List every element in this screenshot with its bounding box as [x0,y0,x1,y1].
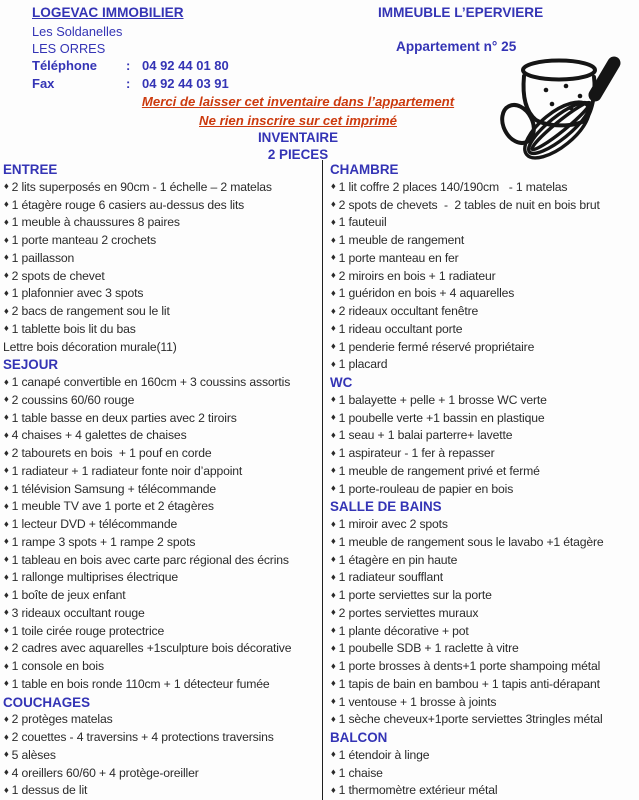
inventory-item [3,214,322,232]
inventory-item [330,268,639,286]
fax-colon: : [126,76,131,91]
item-text: 1 poubelle verte +1 bassin en plastique [338,410,545,425]
bullet-icon: ♦ [330,537,337,547]
item-text: 1 sèche cheveux+1porte serviettes 3tringles métal [338,712,603,727]
inventory-item [3,676,322,694]
phone-row [32,58,229,73]
bullet-icon: ♦ [330,235,337,245]
item-text: 1 tablette bois lit du bas [11,321,136,336]
item-text: 1 fauteuil [338,215,387,230]
inventory-item [330,534,639,552]
notice-line-1: Merci de laisser cet inventaire dans l’appartement [141,94,455,109]
inventory-item [330,640,639,658]
item-text: 1 porte-rouleau de papier en bois [338,481,514,496]
item-text: 1 boîte de jeux enfant [11,588,126,602]
item-text: 1 toile cirée rouge protectrice [11,623,165,638]
inventory-item [330,658,639,676]
item-text: 2 coussins 60/60 rouge [11,392,135,407]
bullet-icon: ♦ [330,661,337,671]
item-text: 1 plafonnier avec 3 spots [11,286,144,301]
bullet-icon: ♦ [3,537,10,547]
inventory-item [3,197,322,215]
inventory-item [330,427,639,445]
item-text: 2 lits superposés en 90cm - 1 échelle – 2 matelas [11,179,272,194]
item-text: 2 rideaux occultant fenêtre [338,304,479,318]
inventory-item [330,765,639,783]
inventory-item [330,303,639,321]
bullet-icon: ♦ [330,555,337,564]
bullet-icon: ♦ [3,466,10,476]
inventory-item [330,179,639,197]
bullet-icon: ♦ [330,519,337,529]
inventory-item [330,481,639,499]
phone-value: 04 92 44 01 80 [142,58,229,73]
bullet-icon: ♦ [3,768,10,777]
bullet-icon: ♦ [330,448,337,458]
apartment-number: Appartement n° 25 [396,39,517,54]
item-text: 1 dessus de lit [11,783,88,798]
inventory-item [3,339,322,357]
inventory-item [3,569,322,587]
bullet-icon: ♦ [3,714,10,724]
bullet-icon: ♦ [3,448,10,458]
item-text: 1 paillasson [11,250,75,265]
inventory-item [3,392,322,410]
bullet-icon: ♦ [330,413,337,422]
item-text: Lettre bois décoration murale(11) [3,339,177,354]
inventory-item [330,676,639,694]
inventory-item [3,711,322,729]
item-text: 1 télévision Samsung + télécommande [11,481,217,496]
section-heading: ENTREE [3,162,58,177]
item-text: 2 portes serviettes muraux [338,605,479,620]
item-text: 1 plante décorative + pot [338,623,469,638]
bullet-icon: ♦ [330,182,337,192]
inventory-title: INVENTAIRE [257,130,339,145]
bullet-icon: ♦ [3,413,10,422]
section-heading: BALCON [330,730,388,745]
inventory-item [330,605,639,623]
item-text: 1 meuble TV ave 1 porte et 2 étagères [11,499,214,514]
inventory-item [330,516,639,534]
bullet-icon: ♦ [3,395,10,405]
item-text: 2 spots de chevets - 2 tables de nuit en bois brut [338,197,600,212]
inventory-item [3,179,322,197]
item-text: 1 chaise [338,765,383,780]
bullet-icon: ♦ [330,271,337,280]
inventory-item [330,214,639,232]
inventory-item [330,445,639,463]
inventory-item [330,569,639,587]
bullet-icon: ♦ [3,288,10,298]
item-text: 1 table basse en deux parties avec 2 tiroirs [11,410,237,425]
item-text: 1 porte manteau en fer [338,250,459,265]
bullet-icon: ♦ [330,590,337,600]
inventory-item [3,268,322,286]
item-text: 2 bacs de rangement sou le lit [11,304,170,318]
item-text: 1 lecteur DVD + télécommande [11,517,178,531]
item-text: 1 guéridon en bois + 4 aquarelles [338,286,515,301]
address-line-2: LES ORRES [32,41,106,56]
phone-label: Téléphone [32,58,98,73]
inventory-item [3,516,322,534]
section-heading: SEJOUR [3,357,59,373]
bullet-icon: ♦ [3,306,10,316]
item-text: 1 radiateur + 1 radiateur fonte noir d’appoint [11,463,243,478]
bullet-icon: ♦ [330,200,337,209]
inventory-item [3,782,322,800]
inventory-item [3,658,322,676]
inventory-item [330,250,639,268]
bullet-icon: ♦ [330,572,337,582]
bullet-icon: ♦ [3,324,10,334]
item-text: 1 porte manteau 2 crochets [11,233,157,247]
inventory-subtitle: 2 PIECES [267,147,329,162]
item-text: 1 miroir avec 2 spots [338,517,448,531]
bullet-icon: ♦ [3,253,10,263]
inventory-item [330,587,639,605]
bullet-icon: ♦ [330,288,337,298]
bullet-icon: ♦ [3,750,10,760]
bullet-icon: ♦ [3,572,10,582]
bullet-icon: ♦ [3,626,10,635]
bullet-icon: ♦ [3,430,10,440]
inventory-item [3,534,322,552]
inventory-item [330,285,639,303]
bullet-icon: ♦ [330,608,337,618]
item-text: 1 aspirateur - 1 fer à repasser [338,446,495,460]
bullet-icon: ♦ [3,661,10,671]
inventory-item [330,356,639,374]
inventory-item [3,765,322,783]
inventory-item [3,285,322,303]
item-text: 1 étagère en pin haute [338,552,458,567]
item-text: 1 canapé convertible en 160cm + 3 coussins assortis [11,375,291,389]
item-text: 2 spots de chevet [11,268,105,283]
item-text: 1 étagère rouge 6 casiers au-dessus des lits [11,197,245,212]
section-heading: CHAMBRE [330,162,399,177]
item-text: 1 tableau en bois avec carte parc régional des écrins [11,552,289,567]
phone-colon: : [126,58,131,73]
notice-line-2: Ne rien inscrire sur cet imprimé [199,113,397,128]
inventory-item [3,747,322,765]
inventory-item [3,481,322,499]
item-text: 1 meuble à chaussures 8 paires [11,215,180,230]
bullet-icon: ♦ [3,608,10,618]
inventory-item [3,427,322,445]
inventory-item [330,232,639,250]
bullet-icon: ♦ [3,555,10,564]
inventory-item [330,410,639,428]
bullet-icon: ♦ [3,643,10,653]
column-right [330,161,639,800]
item-text: 1 ventouse + 1 brosse à joints [338,694,497,709]
item-text: 4 chaises + 4 galettes de chaises [11,428,187,443]
item-text: 1 table en bois ronde 110cm + 1 détecteur fumée [11,676,270,691]
inventory-item [3,410,322,428]
item-text: 2 protèges matelas [11,712,113,727]
item-text: 5 alèses [11,747,56,762]
inventory-item [330,552,639,570]
fax-value: 04 92 44 03 91 [142,76,229,91]
inventory-item [330,623,639,641]
bullet-icon: ♦ [3,679,10,689]
item-text: 2 miroirs en bois + 1 radiateur [338,268,496,283]
bullet-icon: ♦ [3,377,10,387]
bullet-icon: ♦ [330,253,337,263]
inventory-item [330,463,639,481]
item-text: 2 tabourets en bois + 1 pouf en corde [11,446,212,460]
item-text: 1 meuble de rangement sous le lavabo +1 étagère [338,534,604,549]
inventory-item [330,197,639,215]
bullet-icon: ♦ [3,182,10,192]
item-text: 2 cadres avec aquarelles +1sculpture bois décorative [11,641,292,656]
inventory-item [3,463,322,481]
bullet-icon: ♦ [330,768,337,777]
address-line-1: Les Soldanelles [32,24,123,39]
item-text: 1 seau + 1 balai parterre+ lavette [338,428,513,443]
item-text: 1 tapis de bain en bambou + 1 tapis anti-dérapant [338,676,600,691]
item-text: 1 rampe 3 spots + 1 rampe 2 spots [11,534,196,549]
bullet-icon: ♦ [330,217,337,227]
bullet-icon: ♦ [330,324,337,334]
item-text: 1 poubelle SDB + 1 raclette à vitre [338,641,519,656]
bullet-icon: ♦ [330,306,337,316]
item-text: 1 rallonge multiprises électrique [11,570,179,585]
bullet-icon: ♦ [330,484,337,493]
building-name: IMMEUBLE L’EPERVIERE [378,5,544,20]
inventory-item [330,711,639,729]
bullet-icon: ♦ [3,590,10,600]
bullet-icon: ♦ [3,235,10,245]
inventory-item [330,321,639,339]
bullet-icon: ♦ [330,697,337,706]
item-text: 1 meuble de rangement [338,233,465,247]
inventory-item [330,782,639,800]
item-text: 1 porte brosses à dents+1 porte shampoing métal [338,659,601,673]
inventory-item [3,374,322,392]
inventory-item [3,552,322,570]
bullet-icon: ♦ [330,395,337,405]
bullet-icon: ♦ [3,785,10,795]
bullet-icon: ♦ [330,466,337,476]
bullet-icon: ♦ [3,217,10,227]
section-heading: COUCHAGES [3,694,91,710]
bullet-icon: ♦ [3,732,10,742]
agency-name: LOGEVAC IMMOBILIER [32,5,184,20]
item-text: 1 rideau occultant porte [338,321,463,336]
bullet-icon: ♦ [3,519,10,529]
item-text: 2 couettes - 4 traversins + 4 protections traversins [11,730,274,744]
inventory-item [3,729,322,747]
inventory-item [330,392,639,410]
item-text: 1 penderie fermé réservé propriétaire [338,339,535,354]
inventory-item [3,640,322,658]
section-heading: WC [330,375,353,390]
inventory-item [3,232,322,250]
item-text: 1 étendoir à linge [338,747,430,762]
item-text: 1 balayette + pelle + 1 brosse WC verte [338,392,547,407]
item-text: 1 thermomètre extérieur métal [338,783,498,798]
column-divider [322,160,323,800]
bullet-icon: ♦ [3,271,10,280]
fax-row [32,76,229,91]
inventory-item [3,445,322,463]
bullet-icon: ♦ [330,785,337,795]
bullet-icon: ♦ [330,750,337,760]
inventory-item [3,623,322,641]
item-text: 1 lit coffre 2 places 140/190cm - 1 matelas [338,179,568,194]
inventory-item [330,694,639,712]
inventory-item [330,339,639,357]
item-text: 1 meuble de rangement privé et fermé [338,463,540,478]
bullet-icon: ♦ [330,643,337,653]
bullet-icon: ♦ [330,714,337,724]
item-text: 1 placard [338,357,388,372]
item-text: 1 console en bois [11,659,104,673]
item-text: 4 oreillers 60/60 + 4 protège-oreiller [11,765,199,780]
inventory-item [3,587,322,605]
bullet-icon: ♦ [3,484,10,493]
inventory-item [3,303,322,321]
bullet-icon: ♦ [330,430,337,440]
column-left [3,161,322,800]
inventory-item [3,250,322,268]
item-text: 3 rideaux occultant rouge [11,605,145,620]
item-text: 1 radiateur soufflant [338,570,443,585]
bullet-icon: ♦ [3,501,10,511]
inventory-item [3,498,322,516]
inventory-item [3,321,322,339]
inventory-item [330,747,639,765]
bullet-icon: ♦ [330,626,337,635]
bullet-icon: ♦ [330,359,337,369]
bullet-icon: ♦ [330,679,337,689]
bullet-icon: ♦ [3,200,10,209]
section-heading: SALLE DE BAINS [330,499,442,515]
item-text: 1 porte serviettes sur la porte [338,588,492,602]
bullet-icon: ♦ [330,342,337,351]
fax-label: Fax [32,76,55,91]
inventory-item [3,605,322,623]
